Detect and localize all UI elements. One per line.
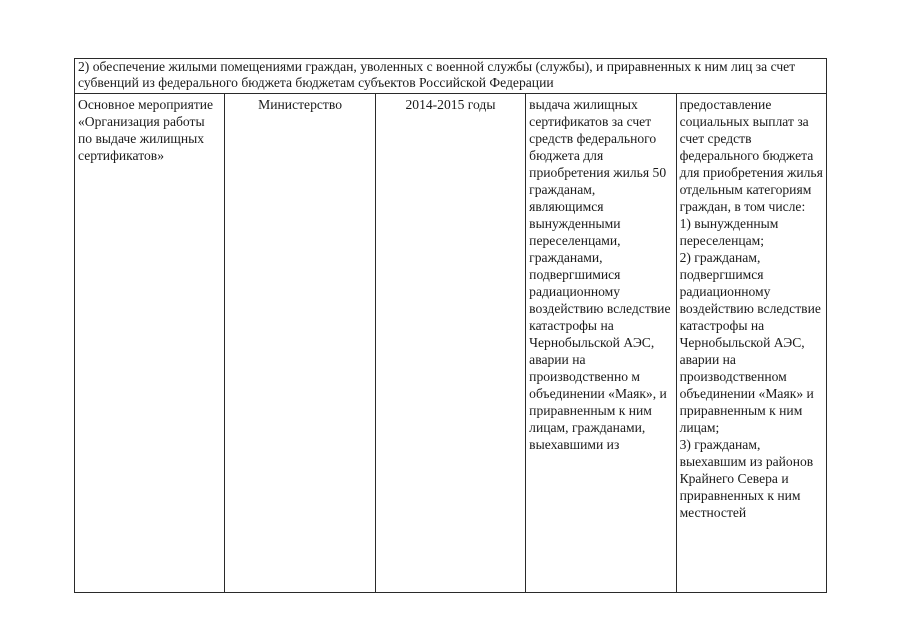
- section-heading-row: [75, 59, 827, 94]
- table-row: [75, 94, 827, 593]
- program-table: [74, 58, 827, 593]
- executor-text: Министерство: [258, 97, 342, 112]
- indicator-cell: [676, 94, 826, 593]
- executor-cell: [225, 94, 375, 593]
- event-text: Основное мероприятие «Организация работы по выдаче жилищных сертификатов»: [78, 97, 214, 163]
- result-text: выдача жилищных сертификатов за счет средств федерального бюджета для приобретения жилья 50 гражданам, являющимся вынужденными переселенцами, гражданами, подвергшимися радиационному воздействию вследствие катастрофы на Чернобыльской АЭС, аварии на производственно м объединении «Маяк», и приравненным к ним лицам, гражданами, выехавшими из: [529, 97, 671, 452]
- period-cell: [375, 94, 525, 593]
- section-heading-text: 2) обеспечение жилыми помещениями граждан, уволенных с военной службы (службы), и приравненных к ним лиц за счет субвенций из федерального бюджета бюджетам субъектов Российской Федерации: [78, 59, 796, 90]
- indicator-text: предоставление социальных выплат за счет средств федерального бюджета для приобретения жилья отдельным категориям граждан, в том числе: 1) вынужденным переселенцам; 2) гражданам, подвергшимся радиационному воздействию вследствие катастрофы на Чернобыльской АЭС, аварии на производственном объединении «Маяк» и приравненным к ним лицам; 3) гражданам, выехавшим из районов Крайнего Севера и приравненных к ним местностей: [679, 97, 823, 520]
- event-cell: [75, 94, 225, 593]
- result-cell: [526, 94, 676, 593]
- period-text: 2014-2015 годы: [405, 97, 496, 112]
- section-heading-cell: [75, 59, 827, 94]
